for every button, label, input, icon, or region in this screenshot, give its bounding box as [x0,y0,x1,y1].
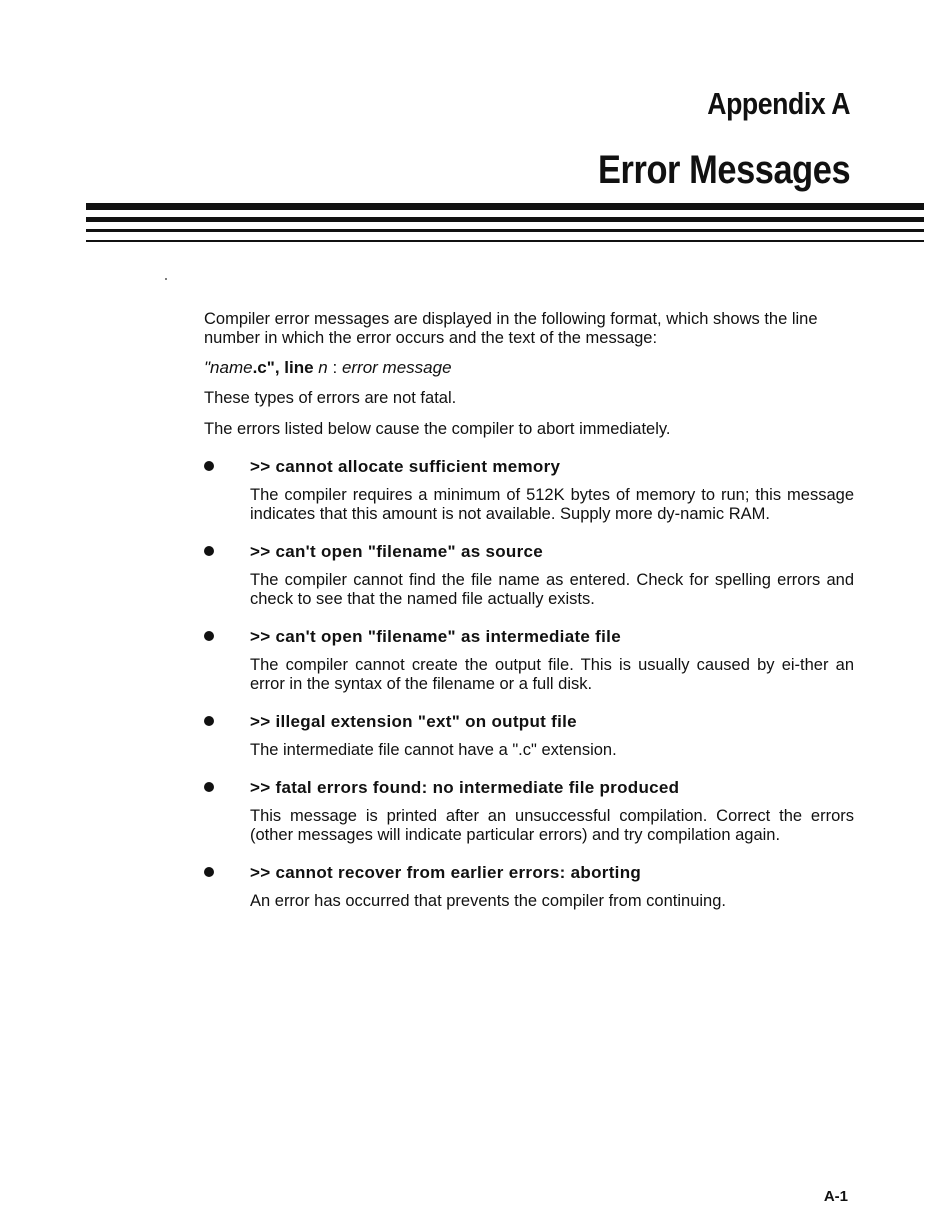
error-heading: >> illegal extension "ext" on output file [250,712,577,731]
error-item [204,457,854,524]
error-heading: >> can't open "filename" as source [250,542,544,561]
error-description: The compiler cannot create the output file. This is usually caused by ei-ther an error in the syntax of the filename or a full disk. [250,656,854,693]
bullet-icon [204,461,214,471]
error-heading: >> cannot allocate sufficient memory [250,457,561,476]
page-number: A-1 [823,1188,848,1205]
error-item [204,712,854,760]
error-item [204,542,854,609]
header-rule [86,217,924,222]
message-format [204,358,854,377]
page-body [204,310,854,929]
error-heading: >> cannot recover from earlier errors: aborting [250,863,642,882]
error-heading: >> can't open "filename" as intermediate file [250,627,621,646]
header-rule [86,240,924,242]
format-colon: : [327,358,342,377]
appendix-label: Appendix A [707,86,850,121]
error-description: The compiler requires a minimum of 512K bytes of memory to run; this message indicates that this amount is not available. Supply more dy-namic RAM. [250,486,854,523]
format-ext: .c", line [252,358,314,377]
error-description: The intermediate file cannot have a ".c" extension. [250,741,617,759]
page-title: Error Messages [597,148,850,192]
format-name: name [210,358,253,377]
bullet-icon [204,867,214,877]
bullet-icon [204,631,214,641]
bullet-icon [204,716,214,726]
format-n: n [318,358,328,377]
error-heading: >> fatal errors found: no intermediate file produced [250,778,680,797]
error-item [204,863,854,911]
error-item [204,627,854,694]
error-description: The compiler cannot find the file name as entered. Check for spelling errors and check to see that the named file actually exists. [250,571,854,608]
bullet-icon [204,546,214,556]
stray-mark [165,278,167,280]
bullet-icon [204,782,214,792]
error-description: This message is printed after an unsuccessful compilation. Correct the errors (other messages will indicate particular errors) and try compilation again. [250,807,854,844]
header-rule [86,229,924,232]
intro-paragraph: Compiler error messages are displayed in the following format, which shows the line number in which the error occurs and the text of the message: [204,310,818,347]
not-fatal-text: These types of errors are not fatal. [204,389,457,407]
error-item [204,778,854,845]
header-rule [86,203,924,210]
error-description: An error has occurred that prevents the compiler from continuing. [250,892,726,910]
format-message: error message [341,358,452,377]
format-quote: " [204,358,211,377]
abort-intro-text: The errors listed below cause the compiler to abort immediately. [204,420,671,438]
